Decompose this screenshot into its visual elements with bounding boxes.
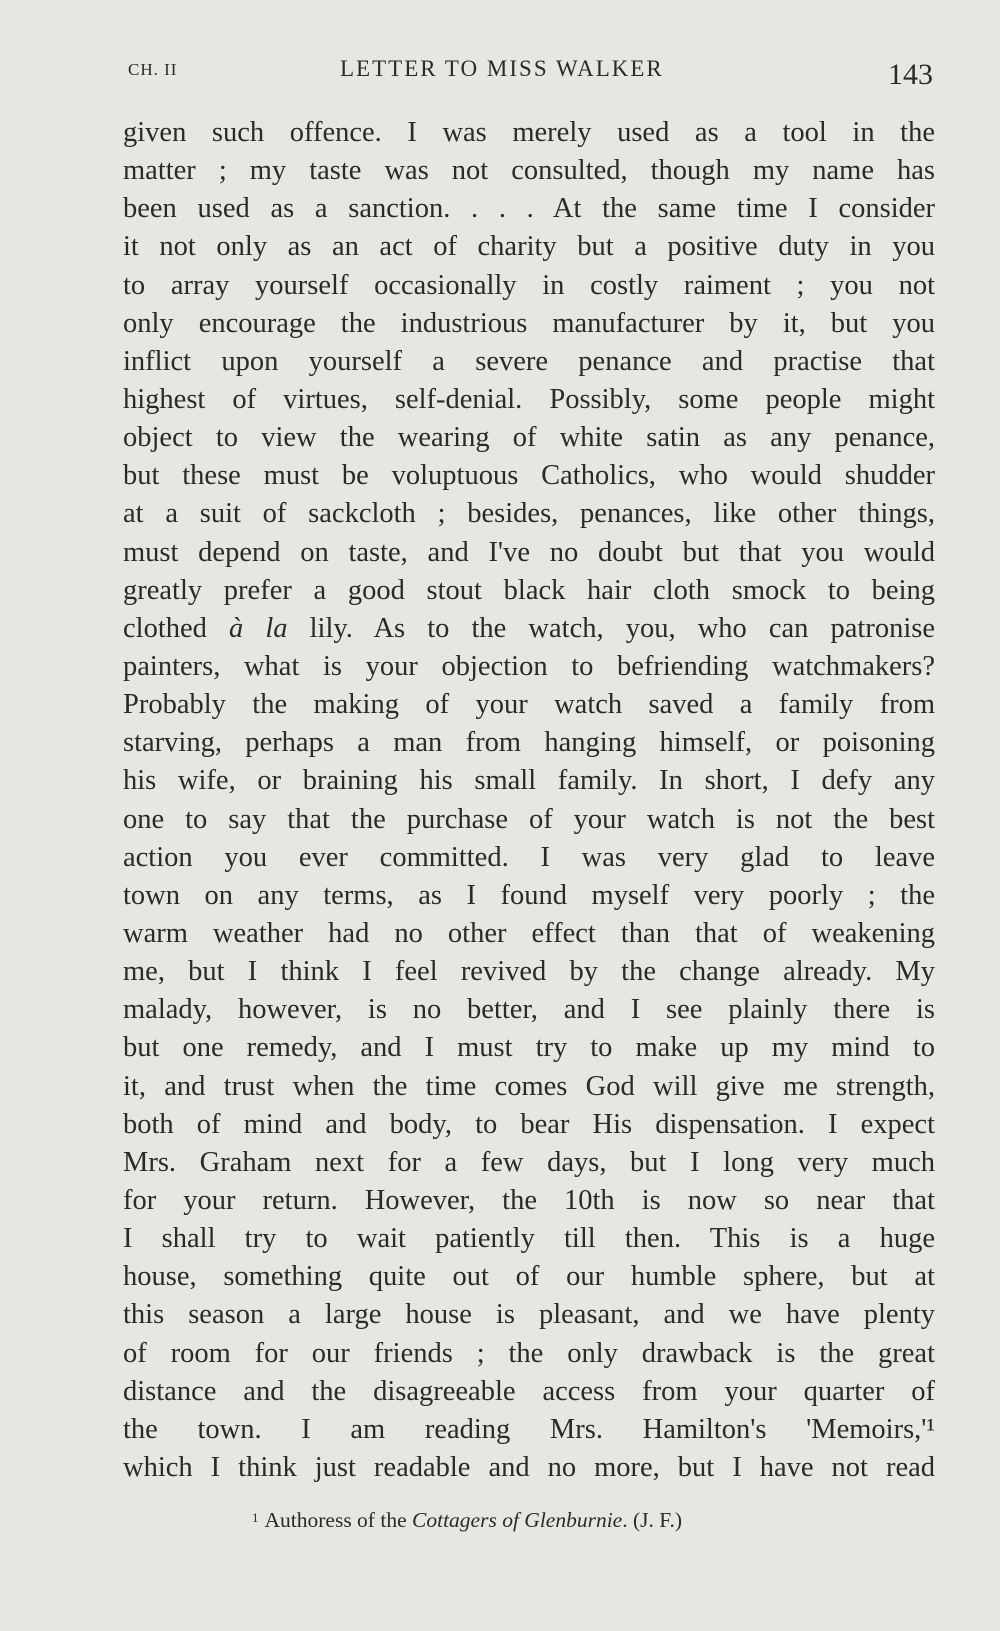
text-line: starving, perhaps a man from hanging himself, or poisoning: [123, 727, 935, 759]
footnote-suffix: . (J. F.): [622, 1508, 683, 1532]
text-line: highest of virtues, self-denial. Possibly, some people might: [123, 383, 935, 415]
text-line: I shall try to wait patiently till then. This is a huge: [123, 1223, 935, 1255]
text-line: must depend on taste, and I've no doubt but that you would: [123, 536, 935, 568]
footnote-marker: 1: [252, 1510, 259, 1525]
text-line: warm weather had no other effect than that of weakening: [123, 917, 935, 949]
text-line: been used as a sanction. . . . At the same time I consider: [123, 193, 935, 225]
text-line: this season a large house is pleasant, and we have plenty: [123, 1299, 935, 1331]
text-line: object to view the wearing of white satin as any penance,: [123, 422, 935, 454]
text-line: house, something quite out of our humble sphere, but at: [123, 1261, 935, 1293]
text-line: me, but I think I feel revived by the change already. My: [123, 956, 935, 988]
text-line: the town. I am reading Mrs. Hamilton's 'Memoirs,'¹: [123, 1413, 935, 1445]
text-line: inflict upon yourself a severe penance and practise that: [123, 345, 935, 377]
text-line: but these must be voluptuous Catholics, who would shudder: [123, 460, 935, 492]
body-text: [123, 114, 935, 1487]
text-line: greatly prefer a good stout black hair cloth smock to being: [123, 574, 935, 606]
text-line: for your return. However, the 10th is now so near that: [123, 1184, 935, 1216]
footnote-prefix: Authoress of the: [264, 1508, 412, 1532]
running-title: LETTER TO MISS WALKER: [340, 56, 664, 81]
text-line: which I think just readable and no more, but I have not read: [123, 1451, 935, 1483]
chapter-label: CH. II: [128, 60, 178, 79]
text-line: matter ; my taste was not consulted, though my name has: [123, 155, 935, 187]
text-line: Mrs. Graham next for a few days, but I long very much: [123, 1146, 935, 1178]
text-line: it not only as an act of charity but a positive duty in you: [123, 231, 935, 263]
text-line: town on any terms, as I found myself very poorly ; the: [123, 879, 935, 911]
text-line: only encourage the industrious manufacturer by it, but you: [123, 307, 935, 339]
text-line: clothed à la lily. As to the watch, you, who can patronise: [123, 612, 935, 644]
footnote: [252, 1508, 682, 1533]
text-line: his wife, or braining his small family. In short, I defy any: [123, 765, 935, 797]
text-line: given such offence. I was merely used as a tool in the: [123, 117, 935, 148]
text-line: it, and trust when the time comes God will give me strength,: [123, 1070, 935, 1102]
text-line: to array yourself occasionally in costly raiment ; you not: [123, 269, 935, 301]
running-head: [0, 52, 1000, 92]
text-line: one to say that the purchase of your watch is not the best: [123, 803, 935, 835]
page-number: 143: [888, 58, 933, 91]
text-line: Probably the making of your watch saved a family from: [123, 689, 935, 721]
text-line: action you ever committed. I was very glad to leave: [123, 841, 935, 873]
text-line: of room for our friends ; the only drawback is the great: [123, 1337, 935, 1369]
text-line: malady, however, is no better, and I see plainly there is: [123, 994, 935, 1026]
text-line: distance and the disagreeable access from your quarter of: [123, 1375, 935, 1407]
text-line: at a suit of sackcloth ; besides, penances, like other things,: [123, 498, 935, 530]
text-line: both of mind and body, to bear His dispensation. I expect: [123, 1108, 935, 1140]
text-line: painters, what is your objection to befriending watchmakers?: [123, 650, 935, 682]
text-line: but one remedy, and I must try to make up my mind to: [123, 1032, 935, 1064]
footnote-work-title: Cottagers of Glenburnie: [412, 1508, 623, 1532]
